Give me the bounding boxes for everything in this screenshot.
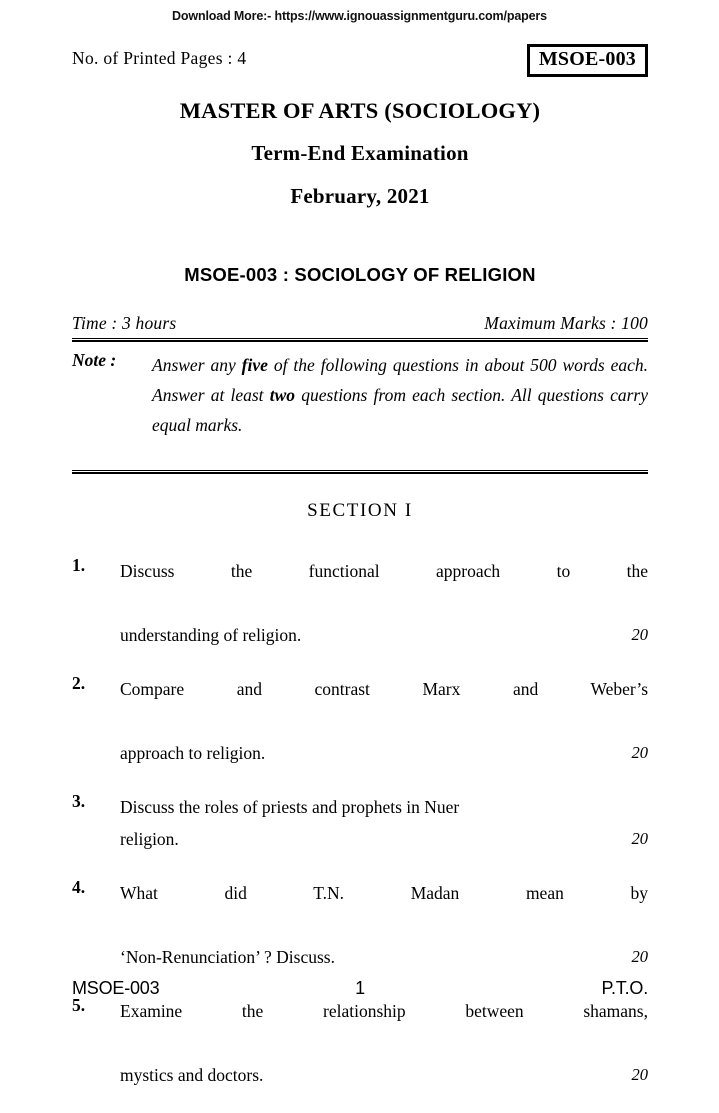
note-block — [72, 350, 648, 440]
question-text-line: Compare and contrast Marx and Weber’s — [120, 679, 648, 699]
question-text-line: Discuss the functional approach to the — [120, 561, 648, 581]
question-number: 4. — [72, 877, 86, 897]
question-text-line — [120, 619, 648, 651]
question-text-line — [120, 941, 648, 973]
question-item — [72, 555, 648, 651]
exam-type-title: Term-End Examination — [251, 141, 469, 165]
section-heading: SECTION I — [307, 500, 413, 521]
question-body — [120, 791, 648, 855]
divider-above-note — [72, 338, 648, 342]
maximum-marks: Maximum Marks : 100 — [484, 313, 648, 333]
question-item — [72, 791, 648, 855]
question-body — [120, 555, 648, 651]
question-number: 5. — [72, 995, 86, 1015]
question-text-line: Examine the relationship between shamans, — [120, 1001, 648, 1021]
question-text-line — [120, 1059, 648, 1091]
question-number: 2. — [72, 673, 86, 693]
footer-pto: P.T.O. — [601, 978, 648, 998]
question-text-line — [120, 737, 648, 769]
question-text-line — [120, 823, 648, 855]
question-item — [72, 673, 648, 769]
exam-session-title: February, 2021 — [290, 184, 430, 208]
note-line-2: about 500 words each. Answer at least — [152, 355, 648, 405]
question-marks: 20 — [631, 625, 648, 644]
question-marks: 20 — [631, 947, 648, 966]
question-number: 3. — [72, 791, 86, 811]
question-text-tail: religion. — [120, 829, 179, 849]
question-marks: 20 — [631, 743, 648, 762]
question-number: 1. — [72, 555, 86, 575]
question-marks: 20 — [631, 829, 648, 848]
question-text-tail: approach to religion. — [120, 743, 266, 763]
question-text-tail: mystics and doctors. — [120, 1065, 264, 1085]
footer-page-number: 1 — [355, 978, 365, 998]
time-allowed: Time : 3 hours — [72, 313, 177, 333]
exam-meta-row — [72, 313, 648, 334]
question-marks: 20 — [631, 1065, 648, 1084]
printed-pages-label: No. of Printed Pages : 4 — [72, 48, 247, 68]
footer-course-code: MSOE-003 — [72, 978, 160, 998]
course-code-box — [527, 44, 648, 77]
question-text-tail: understanding of religion. — [120, 625, 302, 645]
question-body — [120, 673, 648, 769]
questions-list — [72, 555, 648, 1113]
question-item — [72, 995, 648, 1091]
note-line-4: equal marks. — [152, 415, 243, 435]
question-body — [120, 995, 648, 1091]
divider-below-note — [72, 470, 648, 474]
note-emphasis-five: five — [241, 355, 268, 375]
question-item — [72, 877, 648, 973]
question-text-line: What did T.N. Madan mean by — [120, 883, 648, 903]
question-body — [120, 877, 648, 973]
watermark-download-link: Download More:- https://www.ignouassignmentguru.com/papers — [172, 9, 547, 23]
course-title: MSOE-003 : SOCIOLOGY OF RELIGION — [184, 264, 536, 285]
header-row — [72, 44, 648, 80]
question-text-tail: ‘Non-Renunciation’ ? Discuss. — [120, 947, 335, 967]
course-code-box-label: MSOE-003 — [538, 48, 636, 70]
question-text-line: Discuss the roles of priests and prophets in Nuer — [120, 797, 460, 817]
program-title: MASTER OF ARTS (SOCIOLOGY) — [179, 98, 541, 123]
note-line-3: questions from each section. All questions carry — [301, 385, 649, 405]
note-emphasis-two: two — [269, 385, 296, 405]
note-line-1-cont: of the following questions in — [267, 355, 479, 375]
note-label: Note : — [72, 350, 117, 370]
note-line-1: Answer any — [152, 355, 242, 375]
note-text — [152, 350, 648, 440]
